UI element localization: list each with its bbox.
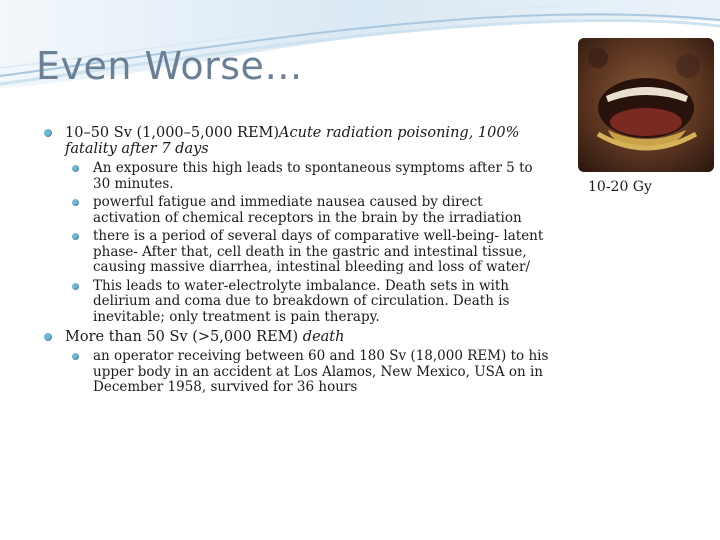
sub-item-text: An exposure this high leads to spontaneous symptoms after 5 to 30 minutes. [93, 160, 533, 192]
sub-list [44, 161, 554, 325]
image-caption: 10-20 Gy [588, 179, 652, 195]
list-item [44, 125, 554, 157]
sub-list-item [72, 349, 554, 396]
sub-list-item [72, 279, 554, 326]
bullet-lead: More than 50 Sv (>5,000 REM) [65, 329, 303, 345]
bullet-lead: 10–50 Sv (1,000–5,000 REM) [65, 125, 280, 141]
bullet-icon [44, 129, 52, 137]
sub-item-text: there is a period of several days of comparative well-being- latent phase- After that, cell death in the gastric and intestinal tissue, causing massive diarrhea, intestinal bleeding and loss of water/ [93, 228, 544, 275]
sub-list-item [72, 229, 554, 276]
bullet-icon [72, 233, 79, 240]
bullet-rest: Acute radiation poisoning, 100% fatality after 7 days [65, 125, 520, 157]
sub-list-item [72, 195, 554, 226]
sub-item-text: powerful fatigue and immediate nausea caused by direct activation of chemical receptors in the brain by the irradiation [93, 194, 522, 226]
bullet-icon [44, 333, 52, 341]
bullet-icon [72, 283, 79, 290]
bullet-rest: death [302, 329, 345, 345]
bullet-icon [72, 165, 79, 172]
sub-list [44, 349, 554, 396]
clinical-photo-image [578, 38, 714, 172]
sub-list-item [72, 161, 554, 192]
list-item [44, 329, 554, 345]
sub-item-text: This leads to water-electrolyte imbalance. Death sets in with delirium and coma due to breakdown of circulation. Death is inevitable; only treatment is pain therapy. [93, 277, 510, 325]
bullet-list [44, 125, 554, 400]
sub-item-text: an operator receiving between 60 and 180 Sv (18,000 REM) to his upper body in an accident at Los Alamos, New Mexico, USA on in December 1958, survived for 36 hours [93, 348, 549, 395]
bullet-icon [72, 353, 79, 360]
bullet-icon [72, 199, 79, 206]
slide-title: Even Worse… [36, 44, 303, 88]
